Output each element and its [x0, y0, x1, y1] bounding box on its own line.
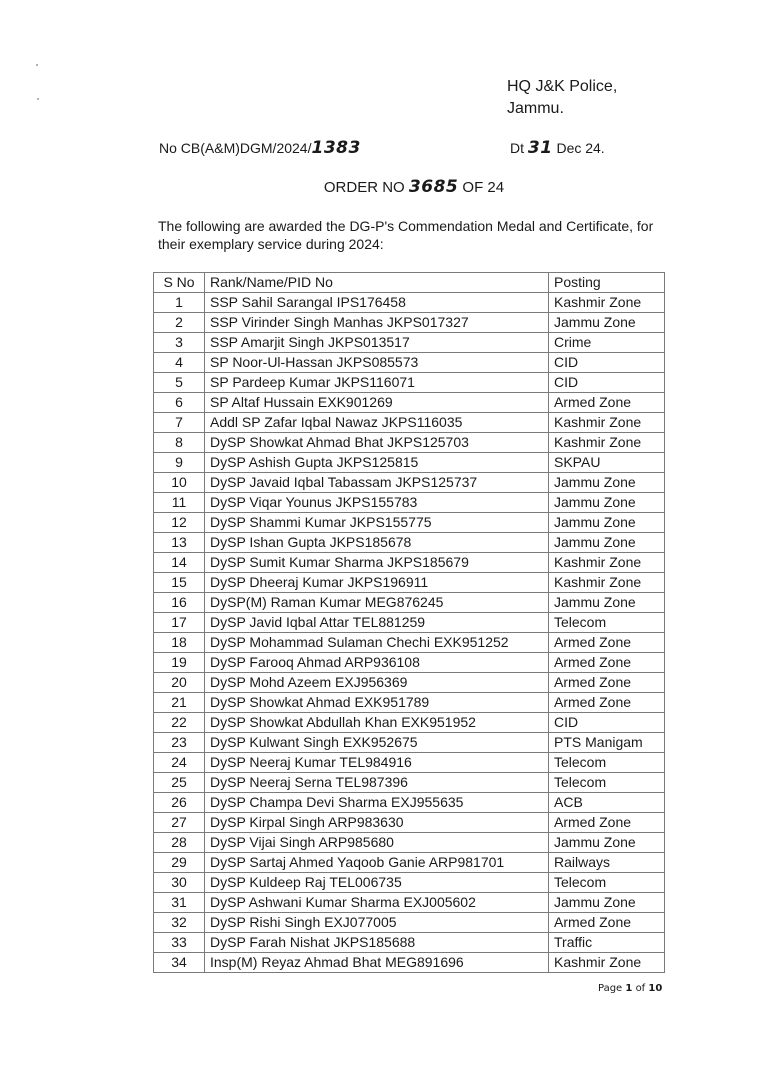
row-posting: Kashmir Zone [549, 553, 665, 573]
row-sno: 26 [154, 793, 205, 813]
table-row [154, 673, 665, 693]
row-posting: Armed Zone [549, 813, 665, 833]
row-posting: Jammu Zone [549, 493, 665, 513]
row-posting: Kashmir Zone [549, 433, 665, 453]
row-posting: Telecom [549, 613, 665, 633]
row-sno: 27 [154, 813, 205, 833]
table-row [154, 373, 665, 393]
table-row [154, 493, 665, 513]
row-posting: Kashmir Zone [549, 293, 665, 313]
office-address [507, 76, 617, 120]
row-rank-name-pid: DySP Neeraj Serna TEL987396 [205, 773, 549, 793]
table-row [154, 513, 665, 533]
table-header-row [154, 273, 665, 293]
table-row [154, 413, 665, 433]
table-row [154, 853, 665, 873]
table-row [154, 333, 665, 353]
row-posting: PTS Manigam [549, 733, 665, 753]
row-sno: 23 [154, 733, 205, 753]
table-row [154, 553, 665, 573]
order-title [0, 177, 768, 197]
row-rank-name-pid: DySP Neeraj Kumar TEL984916 [205, 753, 549, 773]
table-row [154, 693, 665, 713]
row-posting: Jammu Zone [549, 313, 665, 333]
row-posting: Crime [549, 333, 665, 353]
header-posting: Posting [549, 273, 665, 293]
page-word: Page [598, 983, 623, 994]
date-handwritten-day: 31 [527, 138, 553, 158]
row-sno: 1 [154, 293, 205, 313]
table-row [154, 573, 665, 593]
row-rank-name-pid: SSP Amarjit Singh JKPS013517 [205, 333, 549, 353]
row-sno: 8 [154, 433, 205, 453]
table-row [154, 353, 665, 373]
table-row [154, 813, 665, 833]
row-posting: Jammu Zone [549, 513, 665, 533]
row-rank-name-pid: DySP Showkat Ahmad Bhat JKPS125703 [205, 433, 549, 453]
row-rank-name-pid: DySP Mohd Azeem EXJ956369 [205, 673, 549, 693]
row-rank-name-pid: Addl SP Zafar Iqbal Nawaz JKPS116035 [205, 413, 549, 433]
table-row [154, 833, 665, 853]
row-rank-name-pid: DySP Rishi Singh EXJ077005 [205, 913, 549, 933]
row-posting: Telecom [549, 873, 665, 893]
table-row [154, 873, 665, 893]
row-rank-name-pid: SP Pardeep Kumar JKPS116071 [205, 373, 549, 393]
date-prefix: Dt [510, 140, 524, 156]
table-row [154, 713, 665, 733]
row-sno: 3 [154, 333, 205, 353]
row-rank-name-pid: DySP Shammi Kumar JKPS155775 [205, 513, 549, 533]
row-rank-name-pid: DySP Showkat Abdullah Khan EXK951952 [205, 713, 549, 733]
row-sno: 16 [154, 593, 205, 613]
row-posting: SKPAU [549, 453, 665, 473]
row-posting: Jammu Zone [549, 593, 665, 613]
table-row [154, 893, 665, 913]
table-row [154, 593, 665, 613]
order-date [510, 138, 605, 158]
header-rank-name-pid: Rank/Name/PID No [205, 273, 549, 293]
row-sno: 33 [154, 933, 205, 953]
table-row [154, 633, 665, 653]
scan-speck [37, 98, 39, 100]
row-rank-name-pid: DySP Ashish Gupta JKPS125815 [205, 453, 549, 473]
intro-paragraph: The following are awarded the DG-P's Commendation Medal and Certificate, for their exemplary service during 2024: [158, 218, 654, 252]
row-rank-name-pid: DySP Champa Devi Sharma EXJ955635 [205, 793, 549, 813]
table-row [154, 733, 665, 753]
table-row [154, 933, 665, 953]
row-rank-name-pid: DySP Sartaj Ahmed Yaqoob Ganie ARP981701 [205, 853, 549, 873]
row-sno: 9 [154, 453, 205, 473]
row-rank-name-pid: DySP Mohammad Sulaman Chechi EXK951252 [205, 633, 549, 653]
office-line-2: Jammu. [507, 100, 564, 117]
date-rest: Dec 24. [556, 140, 605, 156]
row-sno: 5 [154, 373, 205, 393]
row-posting: Jammu Zone [549, 833, 665, 853]
table-row [154, 613, 665, 633]
reference-number [159, 138, 361, 158]
page-footer [598, 983, 662, 994]
row-posting: Kashmir Zone [549, 413, 665, 433]
row-sno: 7 [154, 413, 205, 433]
scan-speck [36, 64, 38, 66]
page-total: 10 [648, 983, 663, 994]
reference-handwritten-number: 1383 [311, 138, 361, 158]
row-sno: 29 [154, 853, 205, 873]
table-row [154, 393, 665, 413]
row-posting: Kashmir Zone [549, 953, 665, 973]
table-row [154, 753, 665, 773]
row-sno: 34 [154, 953, 205, 973]
row-sno: 25 [154, 773, 205, 793]
row-sno: 22 [154, 713, 205, 733]
row-sno: 11 [154, 493, 205, 513]
row-rank-name-pid: DySP(M) Raman Kumar MEG876245 [205, 593, 549, 613]
table-row [154, 773, 665, 793]
row-posting: Jammu Zone [549, 533, 665, 553]
row-posting: Jammu Zone [549, 473, 665, 493]
table-row [154, 433, 665, 453]
row-sno: 6 [154, 393, 205, 413]
row-sno: 15 [154, 573, 205, 593]
row-posting: CID [549, 373, 665, 393]
row-sno: 4 [154, 353, 205, 373]
table-row [154, 453, 665, 473]
row-rank-name-pid: DySP Javid Iqbal Attar TEL881259 [205, 613, 549, 633]
row-posting: Armed Zone [549, 913, 665, 933]
row-rank-name-pid: DySP Farah Nishat JKPS185688 [205, 933, 549, 953]
row-posting: Railways [549, 853, 665, 873]
table-row [154, 293, 665, 313]
row-posting: ACB [549, 793, 665, 813]
table-row [154, 913, 665, 933]
reference-prefix: No CB(A&M)DGM/2024/ [159, 140, 312, 156]
row-posting: Jammu Zone [549, 893, 665, 913]
row-rank-name-pid: DySP Vijai Singh ARP985680 [205, 833, 549, 853]
row-posting: CID [549, 353, 665, 373]
page-current: 1 [625, 983, 633, 994]
row-sno: 12 [154, 513, 205, 533]
row-posting: Armed Zone [549, 393, 665, 413]
row-sno: 13 [154, 533, 205, 553]
row-posting: Armed Zone [549, 673, 665, 693]
row-rank-name-pid: SP Altaf Hussain EXK901269 [205, 393, 549, 413]
row-rank-name-pid: DySP Kuldeep Raj TEL006735 [205, 873, 549, 893]
row-sno: 17 [154, 613, 205, 633]
row-rank-name-pid: SP Noor-Ul-Hassan JKPS085573 [205, 353, 549, 373]
row-sno: 18 [154, 633, 205, 653]
awardees-table [153, 272, 665, 973]
row-posting: Armed Zone [549, 693, 665, 713]
row-rank-name-pid: SSP Sahil Sarangal IPS176458 [205, 293, 549, 313]
table-row [154, 653, 665, 673]
row-rank-name-pid: DySP Kulwant Singh EXK952675 [205, 733, 549, 753]
row-sno: 20 [154, 673, 205, 693]
table-row [154, 473, 665, 493]
order-suffix: OF 24 [462, 179, 505, 196]
row-sno: 30 [154, 873, 205, 893]
row-sno: 24 [154, 753, 205, 773]
row-sno: 19 [154, 653, 205, 673]
row-posting: Telecom [549, 773, 665, 793]
row-rank-name-pid: DySP Sumit Kumar Sharma JKPS185679 [205, 553, 549, 573]
row-rank-name-pid: DySP Farooq Ahmad ARP936108 [205, 653, 549, 673]
row-posting: Telecom [549, 753, 665, 773]
row-posting: Armed Zone [549, 633, 665, 653]
row-rank-name-pid: DySP Viqar Younus JKPS155783 [205, 493, 549, 513]
row-rank-name-pid: DySP Showkat Ahmad EXK951789 [205, 693, 549, 713]
row-rank-name-pid: SSP Virinder Singh Manhas JKPS017327 [205, 313, 549, 333]
row-sno: 28 [154, 833, 205, 853]
row-sno: 14 [154, 553, 205, 573]
row-rank-name-pid: DySP Ishan Gupta JKPS185678 [205, 533, 549, 553]
table-row [154, 953, 665, 973]
table-row [154, 533, 665, 553]
row-posting: Armed Zone [549, 653, 665, 673]
row-posting: CID [549, 713, 665, 733]
row-rank-name-pid: Insp(M) Reyaz Ahmad Bhat MEG891696 [205, 953, 549, 973]
table-row [154, 313, 665, 333]
office-line-1: HQ J&K Police, [507, 78, 618, 95]
row-sno: 21 [154, 693, 205, 713]
row-rank-name-pid: DySP Kirpal Singh ARP983630 [205, 813, 549, 833]
header-sno: S No [154, 273, 205, 293]
row-posting: Traffic [549, 933, 665, 953]
row-rank-name-pid: DySP Dheeraj Kumar JKPS196911 [205, 573, 549, 593]
table-row [154, 793, 665, 813]
row-rank-name-pid: DySP Javaid Iqbal Tabassam JKPS125737 [205, 473, 549, 493]
page-of: of [635, 983, 646, 994]
order-handwritten-number: 3685 [408, 177, 459, 197]
order-prefix: ORDER NO [323, 179, 405, 196]
row-sno: 2 [154, 313, 205, 333]
row-sno: 10 [154, 473, 205, 493]
row-rank-name-pid: DySP Ashwani Kumar Sharma EXJ005602 [205, 893, 549, 913]
row-sno: 32 [154, 913, 205, 933]
row-sno: 31 [154, 893, 205, 913]
row-posting: Kashmir Zone [549, 573, 665, 593]
